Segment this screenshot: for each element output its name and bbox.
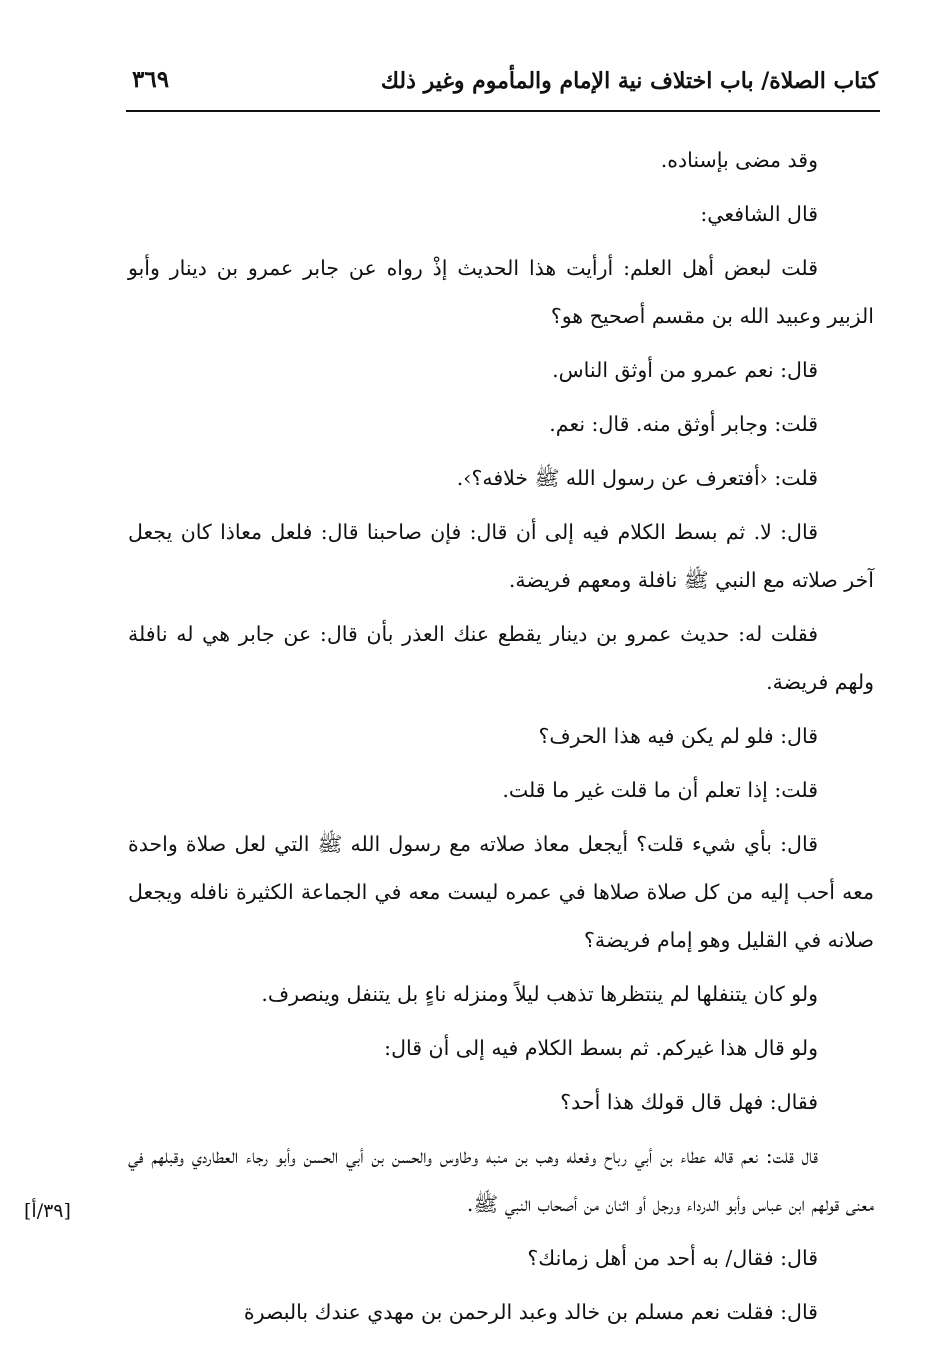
paragraph: فقلت له: حديث عمرو بن دينار يقطع عنك العذر بأن قال: عن جابر هي له نافلة ولهم فريضة.	[128, 622, 874, 694]
header-divider	[126, 110, 880, 112]
paragraph: قلت: إذا تعلم أن ما قلت غير ما قلت.	[502, 778, 818, 802]
paragraph: قال: فلو لم يكن فيه هذا الحرف؟	[538, 724, 818, 748]
body-text	[128, 136, 874, 1342]
paragraph: قلت لبعض أهل العلم: أرأيت هذا الحديث إذْ رواه عن جابر عمرو بن دينار وأبو الزبير وعبيد الله بن مقسم أصحيح هو؟	[128, 256, 874, 328]
paragraph: قلت: ‹أفتعرف عن رسول الله ﷺ خلافه؟›.	[456, 466, 818, 490]
paragraph: ولو كان يتنفلها لم ينتظرها تذهب ليلاً ومنزله ناءٍ بل يتنفل وينصرف.	[261, 982, 818, 1006]
paragraph: قال: نعم عمرو من أوثق الناس.	[552, 358, 818, 382]
manuscript-folio-marker: [٣٩/أ]	[24, 1200, 71, 1222]
page-number: ٣٦٩	[132, 66, 170, 93]
paragraph: قال الشافعي:	[700, 202, 818, 226]
paragraph: قال قلت: نعم قاله عطاء بن أبي رباح وفعله وهب بن منبه وطاوس والحسن بن أبي الحسن وأبو رجاء العطاردي وقبلهم في معنى قولهم ابن عباس وأبو الدرداء ورجل أو اثنان من أصحاب النبي ﷺ.	[128, 1144, 874, 1216]
paragraph: فقال: فهل قال قولك هذا أحد؟	[560, 1090, 818, 1114]
paragraph: ولو قال هذا غيركم. ثم بسط الكلام فيه إلى أن قال:	[384, 1036, 818, 1060]
page-header	[126, 64, 878, 104]
paragraph: قال: بأي شيء قلت؟ أيجعل معاذ صلاته مع رسول الله ﷺ التي لعل صلاة واحدة معه أحب إليه من كل صلاة صلاها في عمره ليست معه في الجماعة الكثيرة نافله ويجعل صلانه في القليل وهو إمام فريضة؟	[128, 832, 874, 952]
paragraph: قال: لا. ثم بسط الكلام فيه إلى أن قال: فإن صاحبنا قال: فلعل معاذا كان يجعل آخر صلاته مع النبي ﷺ نافلة ومعهم فريضة.	[128, 520, 874, 592]
paragraph: قلت: وجابر أوثق منه. قال: نعم.	[549, 412, 818, 436]
paragraph: وقد مضى بإسناده.	[660, 148, 818, 172]
paragraph: قال: فقلت نعم مسلم بن خالد وعبد الرحمن بن مهدي عندك بالبصرة	[243, 1300, 818, 1324]
paragraph: قال: فقال/ به أحد من أهل زمانك؟	[527, 1246, 818, 1270]
running-title: كتاب الصلاة/ باب اختلاف نية الإمام والمأموم وغير ذلك	[380, 68, 878, 94]
